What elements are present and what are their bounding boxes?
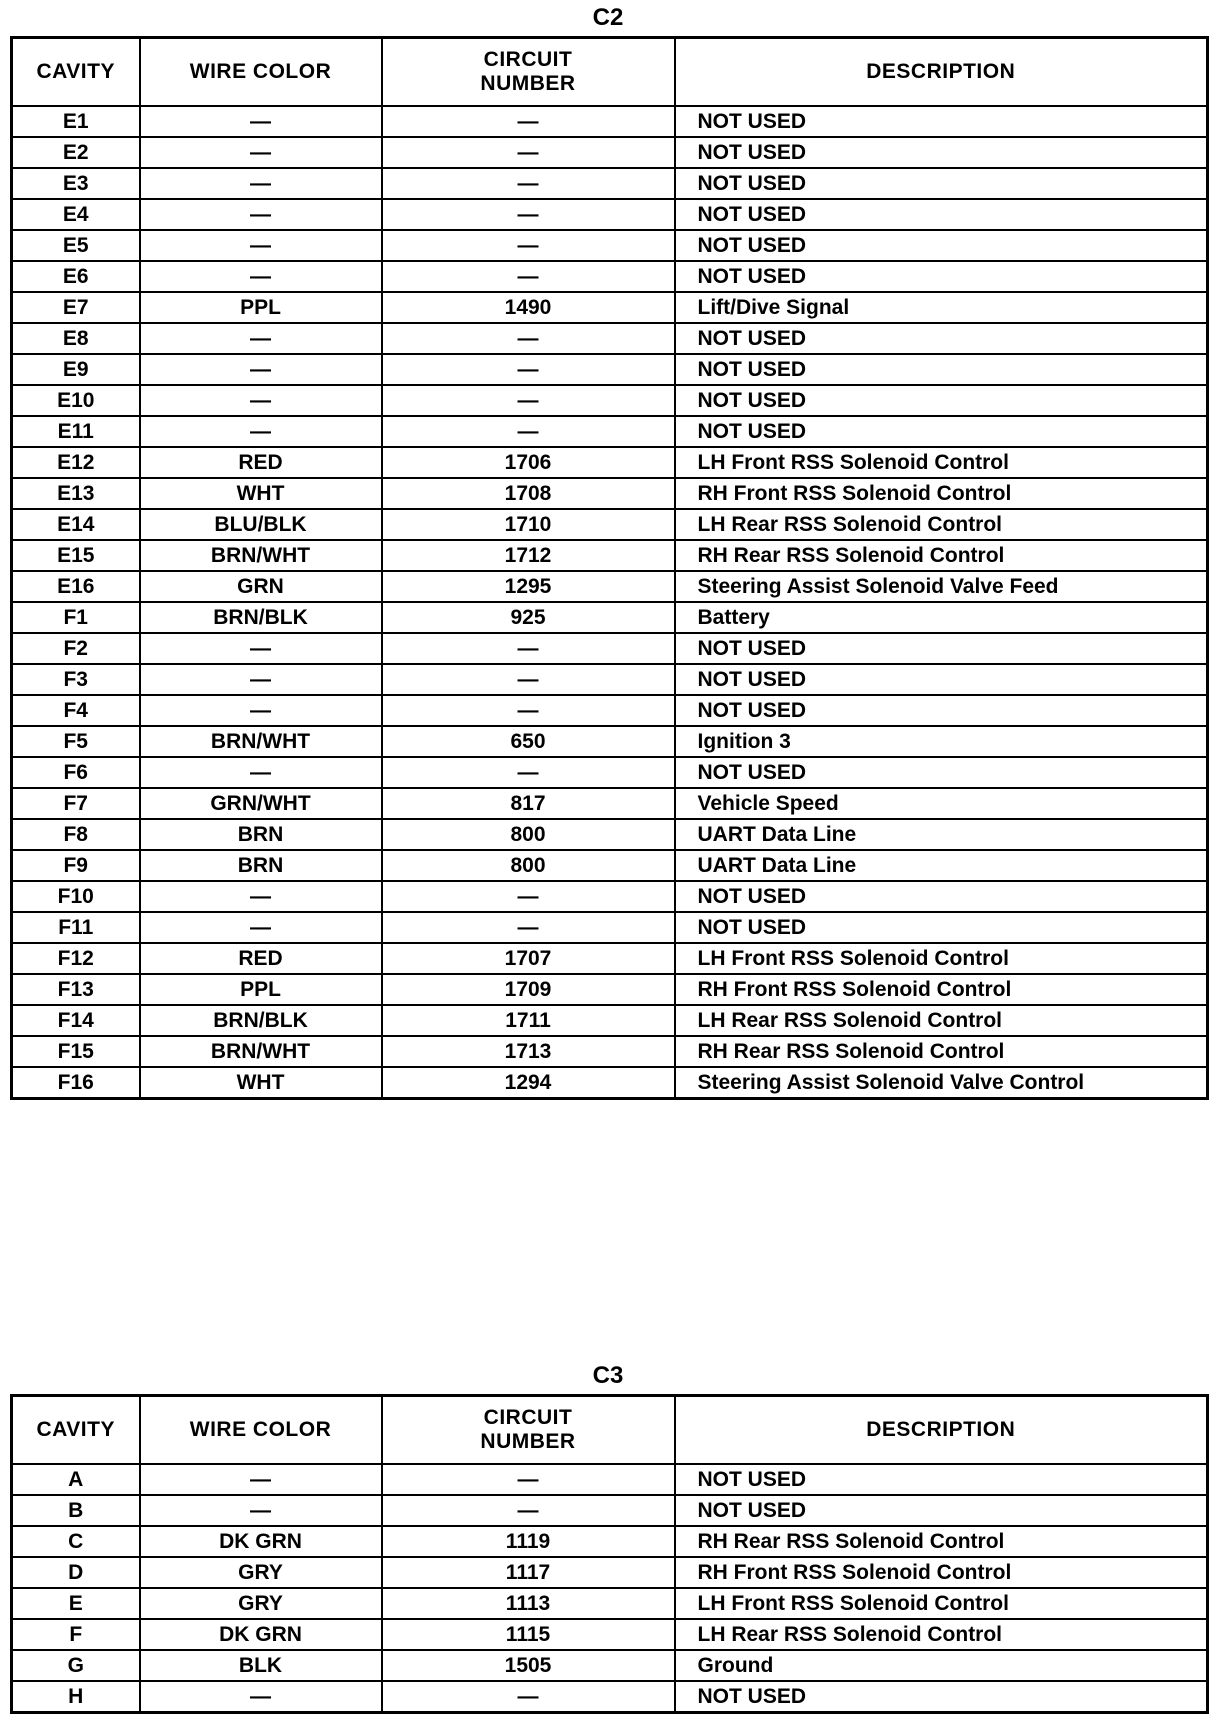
cavity-cell: E5 [12,230,140,261]
cavity-cell: F12 [12,943,140,974]
circuit-number-cell: 1707 [382,943,675,974]
wire-color-cell: — [140,416,382,447]
description-cell: LH Rear RSS Solenoid Control [675,1619,1208,1650]
cavity-cell: H [12,1681,140,1713]
description-cell: Vehicle Speed [675,788,1208,819]
description-cell: NOT USED [675,416,1208,447]
circuit-number-cell: 1119 [382,1526,675,1557]
table-row [12,416,1208,447]
circuit-number-cell: — [382,1681,675,1713]
table-row [12,1650,1208,1681]
c2-table [10,36,1209,1100]
cavity-cell: F3 [12,664,140,695]
wire-color-cell: — [140,168,382,199]
cavity-cell: E6 [12,261,140,292]
table-row [12,912,1208,943]
cavity-header: CAVITY [12,1396,140,1465]
c3-title: C3 [592,1362,624,1389]
description-cell: LH Front RSS Solenoid Control [675,447,1208,478]
wire-color-cell: — [140,1681,382,1713]
wire-color-cell: — [140,912,382,943]
description-cell: NOT USED [675,354,1208,385]
circuit-number-cell: — [382,230,675,261]
circuit-number-cell: — [382,323,675,354]
circuit-number-header: CIRCUIT NUMBER [382,1396,675,1465]
cavity-cell: E13 [12,478,140,509]
table-row [12,509,1208,540]
description-cell: Ignition 3 [675,726,1208,757]
wire-color-cell: BLU/BLK [140,509,382,540]
table-row [12,664,1208,695]
table-row [12,137,1208,168]
table-row [12,1619,1208,1650]
description-cell: NOT USED [675,199,1208,230]
table-row [12,788,1208,819]
wire-color-cell: BRN [140,850,382,881]
circuit-number-cell: — [382,633,675,664]
wire-color-cell: — [140,137,382,168]
wire-color-cell: BRN/BLK [140,602,382,633]
c3-table [10,1394,1209,1714]
circuit-number-cell: — [382,1464,675,1495]
c2-section [10,0,1206,1100]
cavity-cell: F9 [12,850,140,881]
table-row [12,695,1208,726]
cavity-cell: E11 [12,416,140,447]
wire-color-cell: DK GRN [140,1526,382,1557]
table-row [12,478,1208,509]
description-cell: NOT USED [675,1681,1208,1713]
cavity-cell: F6 [12,757,140,788]
description-cell: NOT USED [675,168,1208,199]
circuit-number-cell: — [382,1495,675,1526]
circuit-number-cell: 1713 [382,1036,675,1067]
circuit-number-cell: 1295 [382,571,675,602]
cavity-cell: F8 [12,819,140,850]
circuit-number-cell: — [382,261,675,292]
wire-color-cell: — [140,633,382,664]
table-row [12,540,1208,571]
wire-color-cell: RED [140,447,382,478]
wire-color-cell: GRY [140,1588,382,1619]
circuit-number-cell: 1294 [382,1067,675,1099]
circuit-number-cell: 1113 [382,1588,675,1619]
circuit-number-cell: — [382,137,675,168]
description-cell: NOT USED [675,106,1208,137]
wire-color-cell: — [140,354,382,385]
description-cell: NOT USED [675,695,1208,726]
cavity-cell: E9 [12,354,140,385]
cavity-cell: F [12,1619,140,1650]
table-row [12,354,1208,385]
table-row [12,850,1208,881]
wire-color-cell: GRN/WHT [140,788,382,819]
cavity-cell: E [12,1588,140,1619]
cavity-cell: F16 [12,1067,140,1099]
cavity-cell: E7 [12,292,140,323]
circuit-number-cell: — [382,385,675,416]
wire-color-cell: — [140,106,382,137]
cavity-cell: E10 [12,385,140,416]
circuit-number-cell: 925 [382,602,675,633]
c2-title: C2 [592,4,624,31]
description-cell: LH Rear RSS Solenoid Control [675,509,1208,540]
table-row [12,1588,1208,1619]
description-cell: NOT USED [675,757,1208,788]
table-row [12,323,1208,354]
cavity-cell: F5 [12,726,140,757]
cavity-cell: F14 [12,1005,140,1036]
description-cell: RH Front RSS Solenoid Control [675,1557,1208,1588]
wire-color-cell: — [140,1464,382,1495]
description-cell: Lift/Dive Signal [675,292,1208,323]
wire-color-cell: BRN/WHT [140,1036,382,1067]
wire-color-cell: — [140,385,382,416]
wire-color-cell: — [140,1495,382,1526]
cavity-cell: F10 [12,881,140,912]
description-cell: RH Rear RSS Solenoid Control [675,540,1208,571]
description-cell: RH Front RSS Solenoid Control [675,478,1208,509]
description-cell: NOT USED [675,261,1208,292]
description-cell: NOT USED [675,230,1208,261]
description-cell: Steering Assist Solenoid Valve Feed [675,571,1208,602]
table-row [12,757,1208,788]
circuit-number-cell: — [382,664,675,695]
wire-color-cell: BLK [140,1650,382,1681]
description-cell: Ground [675,1650,1208,1681]
table-row [12,1067,1208,1099]
wire-color-cell: — [140,199,382,230]
table-row [12,1526,1208,1557]
circuit-number-cell: — [382,695,675,726]
table-row [12,726,1208,757]
description-cell: NOT USED [675,664,1208,695]
cavity-cell: E15 [12,540,140,571]
circuit-number-cell: 1115 [382,1619,675,1650]
circuit-number-cell: 1711 [382,1005,675,1036]
description-cell: Steering Assist Solenoid Valve Control [675,1067,1208,1099]
wire-color-cell: — [140,323,382,354]
cavity-cell: E2 [12,137,140,168]
cavity-cell: E8 [12,323,140,354]
circuit-number-cell: 650 [382,726,675,757]
circuit-number-cell: — [382,881,675,912]
wire-color-cell: GRY [140,1557,382,1588]
table-row [12,292,1208,323]
circuit-number-cell: 1117 [382,1557,675,1588]
table-row [12,819,1208,850]
description-cell: RH Rear RSS Solenoid Control [675,1036,1208,1067]
description-cell: NOT USED [675,137,1208,168]
wire-color-cell: DK GRN [140,1619,382,1650]
cavity-cell: F11 [12,912,140,943]
cavity-cell: F2 [12,633,140,664]
wire-color-cell: RED [140,943,382,974]
description-cell: UART Data Line [675,850,1208,881]
cavity-cell: C [12,1526,140,1557]
cavity-cell: D [12,1557,140,1588]
wire-color-cell: GRN [140,571,382,602]
cavity-cell: E14 [12,509,140,540]
description-cell: NOT USED [675,1464,1208,1495]
description-cell: RH Rear RSS Solenoid Control [675,1526,1208,1557]
circuit-number-cell: 800 [382,819,675,850]
wire-color-cell: — [140,664,382,695]
description-cell: UART Data Line [675,819,1208,850]
circuit-number-cell: 800 [382,850,675,881]
wire-color-cell: — [140,757,382,788]
cavity-cell: G [12,1650,140,1681]
circuit-number-cell: — [382,912,675,943]
table-row [12,106,1208,137]
cavity-cell: F4 [12,695,140,726]
c2-header-row [12,38,1208,107]
table-row [12,881,1208,912]
c2-table-body [12,106,1208,1099]
table-row [12,261,1208,292]
description-cell: NOT USED [675,912,1208,943]
table-row [12,1036,1208,1067]
circuit-number-cell: — [382,354,675,385]
circuit-number-cell: — [382,416,675,447]
description-cell: LH Front RSS Solenoid Control [675,943,1208,974]
c3-header-row [12,1396,1208,1465]
table-row [12,199,1208,230]
table-row [12,385,1208,416]
circuit-number-cell: — [382,168,675,199]
circuit-number-cell: 817 [382,788,675,819]
description-cell: NOT USED [675,323,1208,354]
circuit-number-cell: — [382,199,675,230]
cavity-cell: F13 [12,974,140,1005]
description-cell: NOT USED [675,881,1208,912]
table-row [12,230,1208,261]
circuit-number-cell: 1709 [382,974,675,1005]
wire-color-cell: — [140,230,382,261]
table-row [12,1681,1208,1713]
wire-color-cell: PPL [140,292,382,323]
wire-color-header: WIRE COLOR [140,1396,382,1465]
table-row [12,447,1208,478]
cavity-cell: F15 [12,1036,140,1067]
cavity-cell: E12 [12,447,140,478]
wire-color-cell: BRN/WHT [140,540,382,571]
circuit-number-header: CIRCUIT NUMBER [382,38,675,107]
circuit-number-cell: 1712 [382,540,675,571]
table-row [12,1005,1208,1036]
circuit-number-cell: — [382,757,675,788]
circuit-number-cell: 1710 [382,509,675,540]
description-cell: Battery [675,602,1208,633]
description-cell: NOT USED [675,1495,1208,1526]
description-cell: LH Rear RSS Solenoid Control [675,1005,1208,1036]
description-cell: RH Front RSS Solenoid Control [675,974,1208,1005]
table-row [12,571,1208,602]
c3-table-body [12,1464,1208,1713]
description-header: DESCRIPTION [675,38,1208,107]
wire-color-cell: BRN/WHT [140,726,382,757]
description-cell: NOT USED [675,633,1208,664]
wire-color-cell: WHT [140,478,382,509]
description-cell: LH Front RSS Solenoid Control [675,1588,1208,1619]
wire-color-cell: — [140,881,382,912]
cavity-header: CAVITY [12,38,140,107]
circuit-number-cell: 1708 [382,478,675,509]
cavity-cell: E16 [12,571,140,602]
wire-color-cell: WHT [140,1067,382,1099]
wire-color-cell: PPL [140,974,382,1005]
table-row [12,974,1208,1005]
cavity-cell: E3 [12,168,140,199]
cavity-cell: E1 [12,106,140,137]
wire-color-cell: — [140,261,382,292]
table-row [12,1495,1208,1526]
circuit-number-cell: — [382,106,675,137]
description-header: DESCRIPTION [675,1396,1208,1465]
table-row [12,1557,1208,1588]
table-row [12,1464,1208,1495]
wire-color-cell: — [140,695,382,726]
wire-color-cell: BRN/BLK [140,1005,382,1036]
table-row [12,943,1208,974]
circuit-number-cell: 1706 [382,447,675,478]
c3-section [10,1358,1206,1714]
table-row [12,633,1208,664]
circuit-number-cell: 1505 [382,1650,675,1681]
cavity-cell: E4 [12,199,140,230]
wire-color-header: WIRE COLOR [140,38,382,107]
wire-color-cell: BRN [140,819,382,850]
table-row [12,602,1208,633]
cavity-cell: B [12,1495,140,1526]
cavity-cell: F1 [12,602,140,633]
table-row [12,168,1208,199]
cavity-cell: A [12,1464,140,1495]
cavity-cell: F7 [12,788,140,819]
description-cell: NOT USED [675,385,1208,416]
circuit-number-cell: 1490 [382,292,675,323]
